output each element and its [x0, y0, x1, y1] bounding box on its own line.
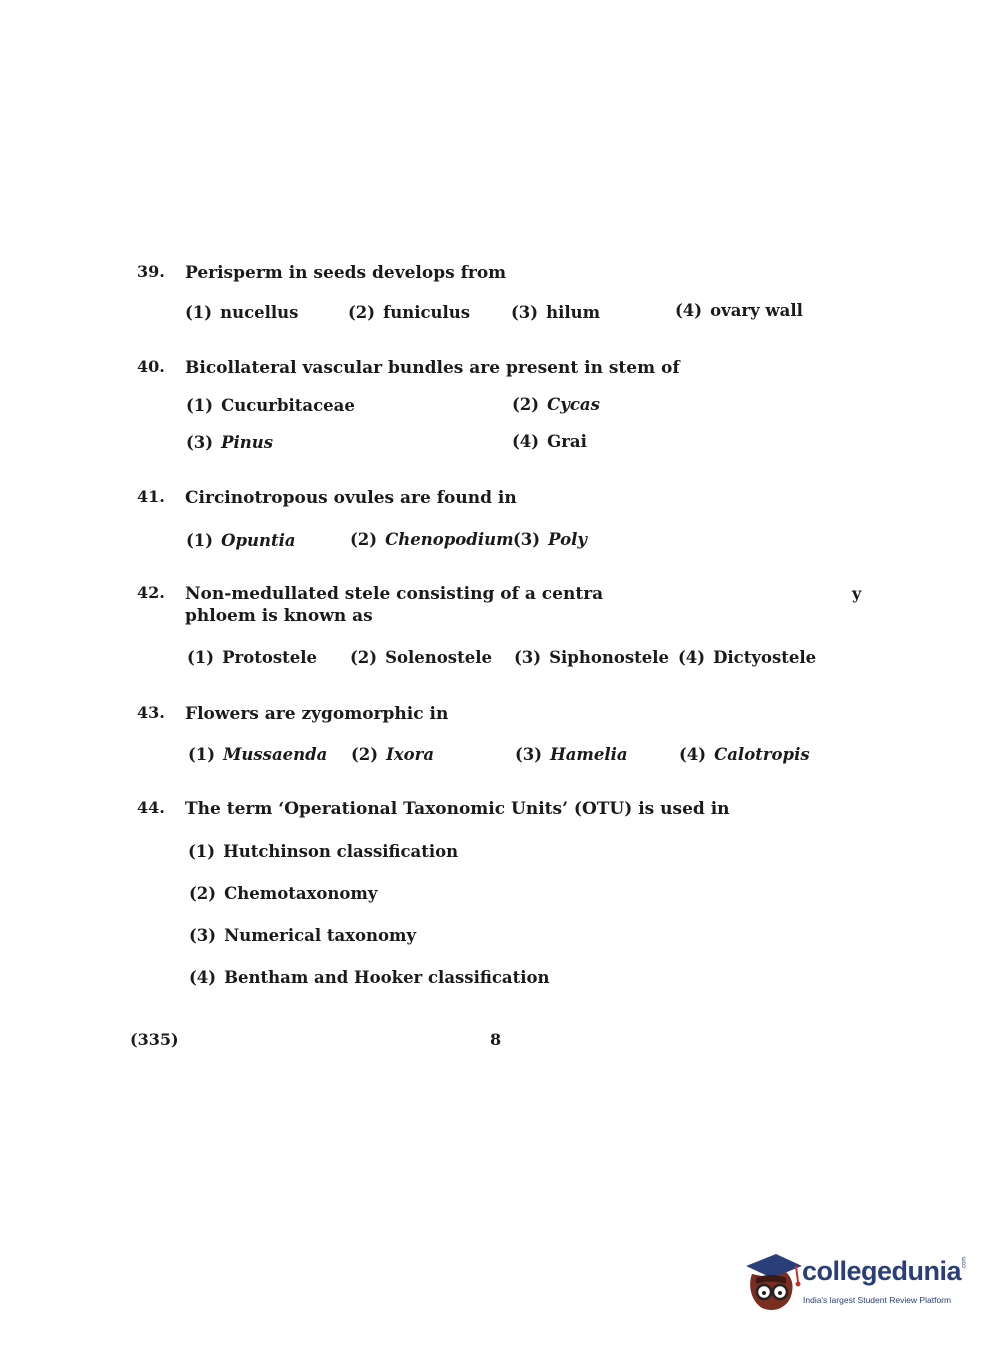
question-number: 44.: [137, 798, 165, 817]
option-40-4: (4) Grai: [512, 432, 587, 451]
option-42-4: (4) Dictyostele: [678, 648, 817, 667]
option-42-1: (1) Protostele: [187, 648, 318, 667]
option-41-2: (2) Chenopodium: [350, 530, 514, 549]
option-44-4: (4) Bentham and Hooker classification: [189, 968, 550, 987]
question-number: 41.: [137, 487, 165, 506]
logo-suffix: .com: [961, 1256, 968, 1270]
option-43-2: (2) Ixora: [351, 745, 435, 764]
page-number: 8: [490, 1030, 502, 1049]
collegedunia-logo: [742, 1248, 972, 1318]
option-44-2: (2) Chemotaxonomy: [189, 884, 378, 903]
option-43-4: (4) Calotropis: [679, 745, 810, 764]
option-41-3: (3) Poly: [513, 530, 587, 549]
option-40-3: (3) Pinus: [186, 433, 274, 452]
option-44-1: (1) Hutchinson classification: [188, 842, 459, 861]
option-44-3: (3) Numerical taxonomy: [189, 926, 417, 945]
option-43-1: (1) Mussaenda: [188, 745, 328, 764]
option-42-3: (3) Siphonostele: [514, 648, 670, 667]
question-text: Non-medullated stele consisting of a centra phloem is known as: [185, 584, 604, 626]
option-43-3: (3) Hamelia: [515, 745, 628, 764]
question-number: 42.: [137, 583, 165, 602]
question-number: 43.: [137, 703, 165, 722]
option-39-1: (1) nucellus: [185, 303, 299, 322]
stray-character: y: [852, 584, 862, 603]
question-text: The term ‘Operational Taxonomic Units’ (OTU) is used in: [185, 799, 730, 819]
question-number: 39.: [137, 262, 165, 281]
logo-tagline: India's largest Student Review Platform: [803, 1295, 952, 1305]
option-40-2: (2) Cycas: [512, 395, 600, 414]
question-number: 40.: [137, 357, 165, 376]
question-text: Bicollateral vascular bundles are present in stem of: [185, 358, 680, 378]
logo-wordmark: collegedunia: [802, 1256, 962, 1286]
question-text: Perisperm in seeds develops from: [185, 263, 507, 283]
option-42-2: (2) Solenostele: [350, 648, 492, 667]
option-39-3: (3) hilum: [511, 303, 601, 322]
question-text: Flowers are zygomorphic in: [185, 704, 449, 724]
option-40-1: (1) Cucurbitaceae: [186, 396, 355, 415]
option-41-1: (1) Opuntia: [186, 531, 296, 550]
graduate-mascot-icon: [742, 1248, 804, 1314]
question-text: Circinotropous ovules are found in: [185, 488, 517, 508]
option-39-2: (2) funiculus: [348, 303, 471, 322]
paper-code: (335): [130, 1030, 179, 1049]
option-39-4: (4) ovary wall: [675, 301, 803, 320]
